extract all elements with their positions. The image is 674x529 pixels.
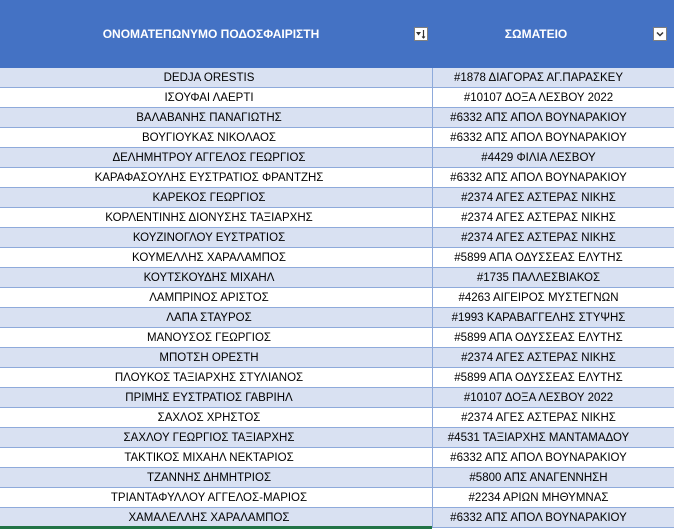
club-cell[interactable]: #6332 ΑΠΣ ΑΠΟΛ ΒΟΥΝΑΡΑΚΙΟΥ [432, 108, 674, 127]
table-row [0, 228, 674, 248]
player-name-cell[interactable]: ΔΕΛΗΜΗΤΡΟΥ ΑΓΓΕΛΟΣ ΓΕΩΡΓΙΟΣ [112, 151, 306, 164]
player-name-cell[interactable]: ΒΑΛΑΒΑΝΗΣ ΠΑΝΑΓΙΩΤΗΣ [136, 111, 282, 124]
club-cell[interactable]: #2374 ΑΓΕΣ ΑΣΤΕΡΑΣ ΝΙΚΗΣ [432, 188, 674, 207]
table-row [0, 488, 674, 508]
club-cell[interactable]: #2374 ΑΓΕΣ ΑΣΤΕΡΑΣ ΝΙΚΗΣ [432, 408, 674, 427]
player-name-cell[interactable]: ΧΑΜΑΛΕΛΛΗΣ ΧΑΡΑΛΑΜΠΟΣ [128, 511, 290, 524]
table-row [0, 448, 674, 468]
table-row [0, 268, 674, 288]
table-row [0, 168, 674, 188]
dropdown-filter-icon[interactable] [653, 27, 667, 41]
header-cell-player[interactable] [0, 0, 432, 68]
player-name-cell[interactable]: ΙΣΟΥΦΑΙ ΛΑΕΡΤΙ [164, 91, 254, 104]
player-name-cell[interactable]: ΤΡΙΑΝΤΑΦΥΛΛΟΥ ΑΓΓΕΛΟΣ-ΜΑΡΙΟΣ [110, 491, 308, 504]
player-name-cell[interactable]: DEDJA ORESTIS [163, 71, 255, 84]
club-cell[interactable]: #5899 ΑΠΑ ΟΔΥΣΣΕΑΣ ΕΛΥΤΗΣ [432, 328, 674, 347]
player-name-cell[interactable]: ΚΑΡΕΚΟΣ ΓΕΩΡΓΙΟΣ [152, 191, 266, 204]
player-name-cell[interactable]: ΤΑΚΤΙΚΟΣ ΜΙΧΑΗΛ ΝΕΚΤΑΡΙΟΣ [124, 451, 294, 464]
club-cell[interactable]: #10107 ΔΟΞΑ ΛΕΣΒΟΥ 2022 [432, 388, 674, 407]
club-cell[interactable]: #5899 ΑΠΑ ΟΔΥΣΣΕΑΣ ΕΛΥΤΗΣ [432, 248, 674, 267]
club-cell[interactable]: #4263 ΑΙΓΕΙΡΟΣ ΜΥΣΤΕΓΝΩΝ [432, 288, 674, 307]
table-header-row [0, 0, 674, 68]
player-name-cell[interactable]: ΠΛΟΥΚΟΣ ΤΑΞΙΑΡΧΗΣ ΣΤΥΛΙΑΝΟΣ [114, 371, 304, 384]
table-row [0, 68, 674, 88]
club-cell[interactable]: #4531 ΤΑΞΙΑΡΧΗΣ ΜΑΝΤΑΜΑΔΟΥ [432, 428, 674, 447]
player-name-cell[interactable]: ΒΟΥΓΙΟΥΚΑΣ ΝΙΚΟΛΑΟΣ [141, 131, 277, 144]
player-name-cell[interactable]: ΣΑΧΛΟΥ ΓΕΩΡΓΙΟΣ ΤΑΞΙΑΡΧΗΣ [123, 431, 295, 444]
player-name-cell[interactable]: ΚΑΡΑΦΑΣΟΥΛΗΣ ΕΥΣΤΡΑΤΙΟΣ ΦΡΑΝΤΖΗΣ [94, 171, 324, 184]
club-cell[interactable]: #1993 ΚΑΡΑΒΑΓΓΕΛΗΣ ΣΤΥΨΗΣ [432, 308, 674, 327]
table-row [0, 348, 674, 368]
table-row [0, 108, 674, 128]
club-cell[interactable]: #1878 ΔΙΑΓΟΡΑΣ ΑΓ.ΠΑΡΑΣΚΕΥ [432, 68, 674, 87]
player-name-cell[interactable]: ΚΟΡΛΕΝΤΙΝΗΣ ΔΙΟΝΥΣΗΣ ΤΑΞΙΑΡΧΗΣ [105, 211, 313, 224]
table-row [0, 308, 674, 328]
table-row [0, 408, 674, 428]
table-row [0, 148, 674, 168]
club-cell[interactable]: #5800 ΑΠΣ ΑΝΑΓΕΝΝΗΣΗ [432, 468, 674, 487]
club-cell[interactable]: #6332 ΑΠΣ ΑΠΟΛ ΒΟΥΝΑΡΑΚΙΟΥ [432, 508, 674, 527]
player-name-cell[interactable]: ΣΑΧΛΟΣ ΧΡΗΣΤΟΣ [157, 411, 261, 424]
club-cell[interactable]: #1735 ΠΑΛΛΕΣΒΙΑΚΟΣ [432, 268, 674, 287]
table-body [0, 68, 674, 528]
club-cell[interactable]: #2374 ΑΓΕΣ ΑΣΤΕΡΑΣ ΝΙΚΗΣ [432, 228, 674, 247]
table-row [0, 468, 674, 488]
club-cell[interactable]: #6332 ΑΠΣ ΑΠΟΛ ΒΟΥΝΑΡΑΚΙΟΥ [432, 168, 674, 187]
header-label-club: ΣΩΜΑΤΕΙΟ [504, 27, 568, 41]
club-cell[interactable]: #2374 ΑΓΕΣ ΑΣΤΕΡΑΣ ΝΙΚΗΣ [432, 348, 674, 367]
club-cell[interactable]: #2374 ΑΓΕΣ ΑΣΤΕΡΑΣ ΝΙΚΗΣ [432, 208, 674, 227]
club-cell[interactable]: #6332 ΑΠΣ ΑΠΟΛ ΒΟΥΝΑΡΑΚΙΟΥ [432, 128, 674, 147]
club-cell[interactable]: #2234 ΑΡΙΩΝ ΜΗΘΥΜΝΑΣ [432, 488, 674, 507]
header-cell-club[interactable] [432, 0, 674, 68]
table-row [0, 88, 674, 108]
sort-filter-icon[interactable] [414, 27, 428, 41]
player-name-cell[interactable]: ΚΟΥΖΙΝΟΓΛΟΥ ΕΥΣΤΡΑΤΙΟΣ [132, 231, 286, 244]
table-row [0, 188, 674, 208]
club-cell[interactable]: #5899 ΑΠΑ ΟΔΥΣΣΕΑΣ ΕΛΥΤΗΣ [432, 368, 674, 387]
player-name-cell[interactable]: ΚΟΥΜΕΛΛΗΣ ΧΑΡΑΛΑΜΠΟΣ [132, 251, 286, 264]
club-cell[interactable]: #6332 ΑΠΣ ΑΠΟΛ ΒΟΥΝΑΡΑΚΙΟΥ [432, 448, 674, 467]
table-row [0, 508, 674, 528]
table-row [0, 428, 674, 448]
player-name-cell[interactable]: ΠΡΙΜΗΣ ΕΥΣΤΡΑΤΙΟΣ ΓΑΒΡΙΗΛ [125, 391, 293, 404]
header-label-player: ΟΝΟΜΑΤΕΠΩΝΥΜΟ ΠΟΔΟΣΦΑΙΡΙΣΤΗ [102, 27, 320, 41]
club-cell[interactable]: #10107 ΔΟΞΑ ΛΕΣΒΟΥ 2022 [432, 88, 674, 107]
table-row [0, 128, 674, 148]
table-row [0, 388, 674, 408]
player-name-cell[interactable]: ΜΑΝΟΥΣΟΣ ΓΕΩΡΓΙΟΣ [146, 331, 271, 344]
player-name-cell[interactable]: ΛΑΠΑ ΣΤΑΥΡΟΣ [166, 311, 252, 324]
table-row [0, 288, 674, 308]
player-name-cell[interactable]: ΛΑΜΠΡΙΝΟΣ ΑΡΙΣΤΟΣ [149, 291, 269, 304]
table-row [0, 368, 674, 388]
player-name-cell[interactable]: ΤΖΑΝΝΗΣ ΔΗΜΗΤΡΙΟΣ [146, 471, 272, 484]
player-name-cell[interactable]: ΜΠΟΤΣΗ ΟΡΕΣΤΗ [159, 351, 259, 364]
club-cell[interactable]: #4429 ΦΙΛΙΑ ΛΕΣΒΟΥ [432, 148, 674, 167]
table-row [0, 248, 674, 268]
table-row [0, 208, 674, 228]
player-name-cell[interactable]: ΚΟΥΤΣΚΟΥΔΗΣ ΜΙΧΑΗΛ [143, 271, 275, 284]
table-row [0, 328, 674, 348]
